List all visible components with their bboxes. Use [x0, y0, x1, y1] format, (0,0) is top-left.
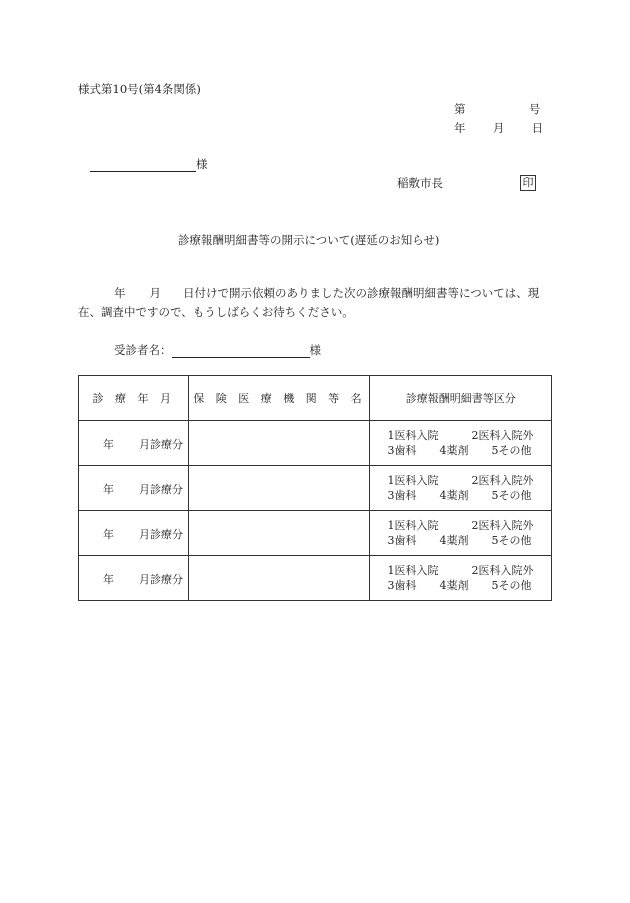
table-row: [79, 556, 552, 601]
header-treatment-month: 診 療 年 月: [79, 376, 189, 421]
form-id: 様式第10号(第4条関係): [78, 82, 201, 96]
sender: 稲敷市長: [397, 176, 443, 190]
institution-cell[interactable]: [189, 421, 370, 466]
institution-cell[interactable]: [189, 511, 370, 556]
treatment-month-cell[interactable]: 年 月診療分: [79, 556, 189, 601]
category-cell[interactable]: 1医科入院 2医科入院外 3歯科 4薬剤 5その他: [370, 511, 552, 556]
table-row: [79, 421, 552, 466]
institution-cell[interactable]: [189, 466, 370, 511]
table-row: [79, 466, 552, 511]
treatment-month-cell[interactable]: 年 月診療分: [79, 466, 189, 511]
body-line-2: 在、調査中ですので、もうしばらくお待ちください。: [78, 305, 354, 319]
header-category: 診療報酬明細書等区分: [370, 376, 552, 421]
addressee-blank[interactable]: [90, 159, 196, 172]
patient-name: 受診者名： 様: [114, 343, 321, 357]
document-date: 年 月 日: [454, 121, 544, 135]
table-header-row: [79, 376, 552, 421]
patient-name-blank[interactable]: [172, 345, 310, 358]
document-title: 診療報酬明細書等の開示について(遅延のお知らせ): [178, 233, 440, 247]
category-cell[interactable]: 1医科入院 2医科入院外 3歯科 4薬剤 5その他: [370, 466, 552, 511]
header-institution: 保 険 医 療 機 関 等 名: [189, 376, 370, 421]
body-line-1: 年 月 日付けで開示依頼のありました次の診療報酬明細書等については、現: [114, 286, 540, 300]
institution-cell[interactable]: [189, 556, 370, 601]
disclosure-table: [78, 375, 552, 601]
treatment-month-cell[interactable]: 年 月診療分: [79, 421, 189, 466]
document-number-label: 第 号: [454, 102, 541, 116]
table-row: [79, 511, 552, 556]
treatment-month-cell[interactable]: 年 月診療分: [79, 511, 189, 556]
category-cell[interactable]: 1医科入院 2医科入院外 3歯科 4薬剤 5その他: [370, 421, 552, 466]
addressee: 様: [90, 156, 208, 172]
seal-mark: 印: [520, 175, 536, 191]
category-cell[interactable]: 1医科入院 2医科入院外 3歯科 4薬剤 5その他: [370, 556, 552, 601]
